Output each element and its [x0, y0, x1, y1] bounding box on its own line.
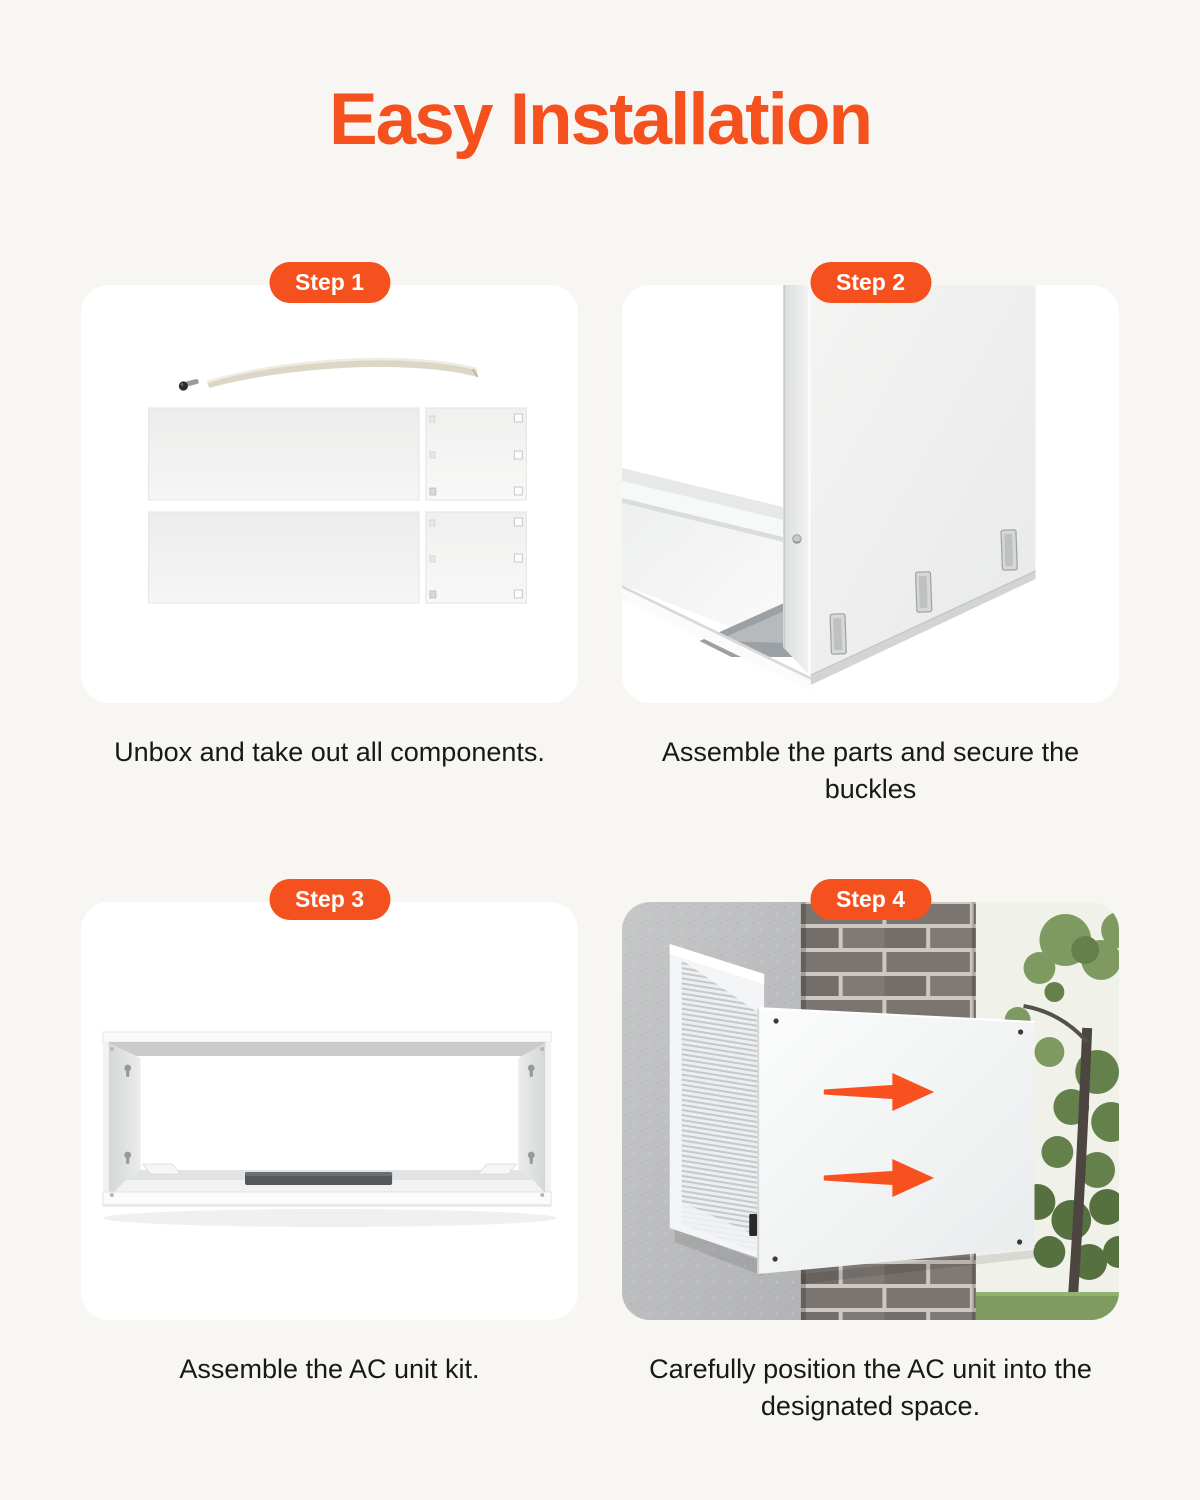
frame-top-bar	[103, 1032, 551, 1056]
step-3-badge: Step 3	[269, 879, 390, 920]
unboxed-components-illustration	[81, 285, 578, 703]
bottom-tray	[622, 468, 811, 691]
frame-shadow	[103, 1209, 556, 1227]
frame-assembly-illustration	[622, 285, 1119, 703]
step-2-badge: Step 2	[810, 262, 931, 303]
drain-strip-highlight	[245, 1172, 392, 1176]
step-4-badge: Step 4	[810, 879, 931, 920]
step-4-section	[622, 879, 1119, 1425]
installed-ac-unit-photo	[622, 902, 1119, 1320]
step-3-section	[81, 879, 578, 1425]
step-1-caption: Unbox and take out all components.	[114, 737, 545, 767]
grille-vent-slot	[749, 1214, 757, 1236]
frame-bottom-tray	[103, 1164, 551, 1207]
page-title: Easy Installation	[328, 79, 872, 160]
ac-front-grille	[670, 944, 764, 1260]
foam-seal-strip	[207, 359, 477, 388]
ac-side-panel	[758, 1008, 1034, 1274]
step-2-image-card	[622, 285, 1119, 703]
step-2-section	[622, 262, 1119, 808]
buckle-panel-bottom	[426, 512, 526, 603]
step-4-image-card	[622, 902, 1119, 1320]
screw-icon	[179, 379, 199, 391]
steps-grid	[0, 262, 1200, 1425]
step-1-image-card	[81, 285, 578, 703]
step-3-image-card	[81, 902, 578, 1320]
step-3-caption: Assemble the AC unit kit.	[179, 1354, 480, 1384]
step-4-caption: Carefully position the AC unit into the designated space.	[649, 1354, 1092, 1421]
buckle-panel-top	[426, 408, 526, 500]
step-1-section	[81, 262, 578, 808]
screw-icon	[793, 535, 801, 543]
side-panel-bottom	[149, 512, 419, 603]
step-2-caption: Assemble the parts and secure the buckles	[661, 737, 1080, 804]
side-panel-top	[149, 408, 419, 500]
ac-kit-frame-illustration	[81, 902, 578, 1320]
panel-front-edge	[783, 285, 811, 677]
step-1-badge: Step 1	[269, 262, 390, 303]
